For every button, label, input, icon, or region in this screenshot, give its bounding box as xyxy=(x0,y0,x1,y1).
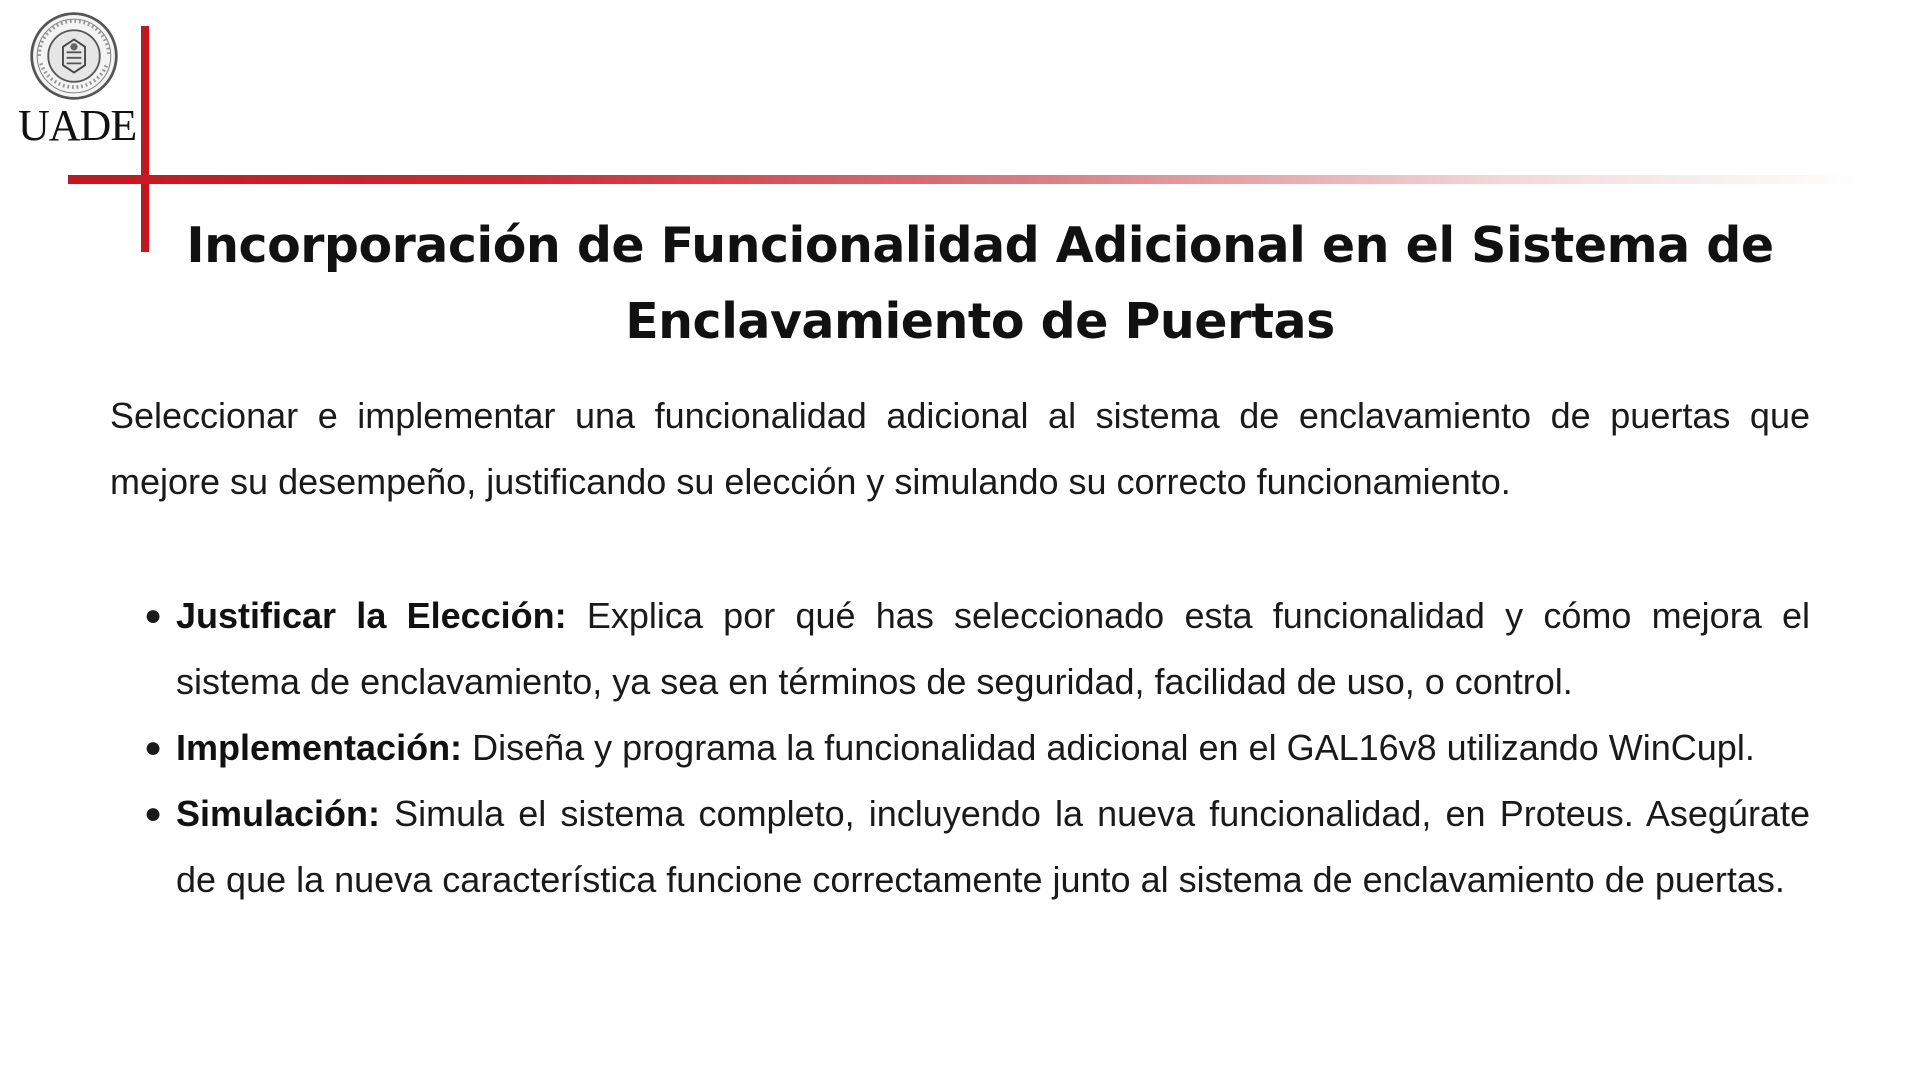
bullet-term: Simulación: xyxy=(176,793,381,834)
accent-vertical-line xyxy=(141,26,149,252)
bullet-term: Implementación: xyxy=(176,727,463,768)
bullet-text: Simula el sistema completo, incluyendo la nueva funcionalidad, en Proteus. Asegúrate de que la nueva característica funcione correctamente junto al sistema de enclavamiento de puertas. xyxy=(176,793,1810,900)
slide-title xyxy=(150,208,1810,360)
intro-paragraph: Seleccionar e implementar una funcionalidad adicional al sistema de enclavamiento de puertas que mejore su desempeño, justificando su elección y simulando su correcto funcionamiento. xyxy=(110,395,1810,502)
bullet-item-justificar xyxy=(110,583,1810,715)
university-seal-icon xyxy=(28,10,120,102)
bullet-dot-icon: ● xyxy=(144,599,163,632)
slide-title-line-1: Incorporación de Funcionalidad Adicional en el Sistema de xyxy=(186,217,1774,274)
bullet-text: Explica por qué has seleccionado esta funcionalidad y cómo mejora el sistema de enclavamiento, ya sea en términos de seguridad, facilidad de uso, o control. xyxy=(176,595,1810,702)
bullet-term: Justificar la Elección: xyxy=(176,595,567,636)
logo-wordmark: UADE xyxy=(18,101,137,150)
bullet-list xyxy=(110,583,1810,913)
bullet-item-implementacion xyxy=(110,715,1810,781)
bullet-dot-icon: ● xyxy=(144,731,163,764)
bullet-item-simulacion xyxy=(110,781,1810,913)
bullet-dot-icon: ● xyxy=(144,797,163,830)
bullet-text: Diseña y programa la funcionalidad adicional en el GAL16v8 utilizando WinCupl. xyxy=(472,727,1755,768)
accent-horizontal-line xyxy=(68,175,1868,184)
uade-logo xyxy=(14,8,137,150)
slide-title-line-2: Enclavamiento de Puertas xyxy=(625,293,1335,350)
